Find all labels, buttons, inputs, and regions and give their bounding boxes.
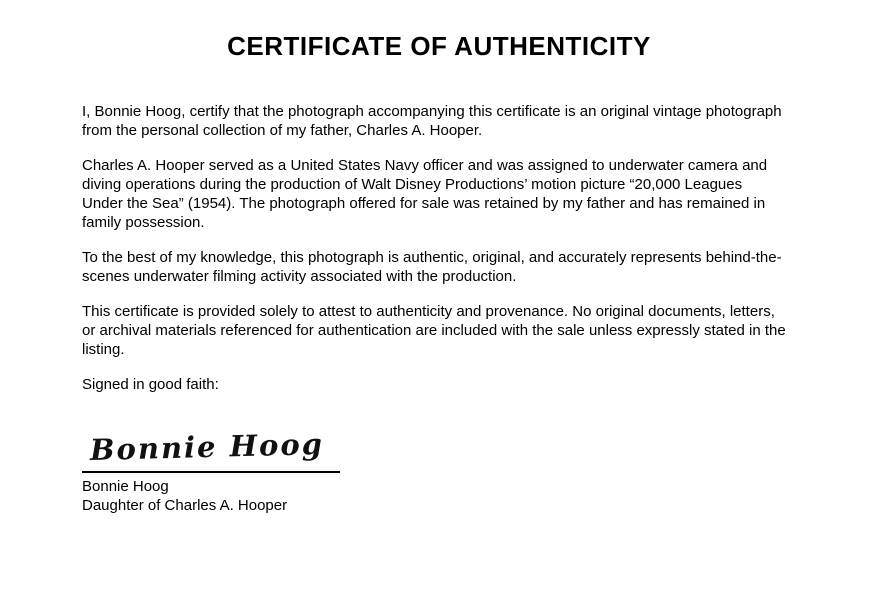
signature-script: Bonnie Hoog <box>89 426 325 468</box>
closing-line: Signed in good faith: <box>82 376 219 393</box>
signature-line <box>82 471 340 473</box>
certificate-paragraph-history: Charles A. Hooper served as a United States Navy officer and was assigned to underwater camera and diving operations during the production of Walt Disney Productions’ motion picture “20,000 Leagues Under the Sea” (1954). The photograph offered for sale was retained by my father and has remained in family possession. <box>82 157 768 231</box>
certificate-paragraph-authenticity: To the best of my knowledge, this photograph is authentic, original, and accurately represents behind-the-scenes underwater filming activity associated with the production. <box>82 249 782 285</box>
certificate-paragraph-provenance: This certificate is provided solely to attest to authenticity and provenance. No original documents, letters, or archival materials referenced for authentication are included with the sale unless expressly stated in the listing. <box>82 303 786 358</box>
signatory-name: Bonnie Hoog <box>82 478 169 495</box>
page-title: CERTIFICATE OF AUTHENTICITY <box>227 31 651 61</box>
certificate-body <box>82 102 786 394</box>
signatory-block <box>82 477 287 515</box>
signatory-relation: Daughter of Charles A. Hooper <box>82 497 288 514</box>
certificate-paragraph-intro: I, Bonnie Hoog, certify that the photograph accompanying this certificate is an original vintage photograph from the personal collection of my father, Charles A. Hooper. <box>82 103 782 139</box>
